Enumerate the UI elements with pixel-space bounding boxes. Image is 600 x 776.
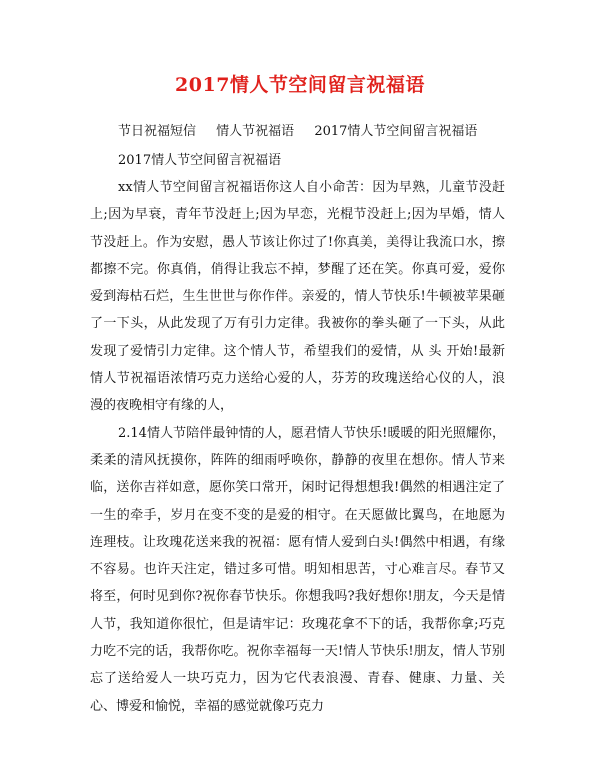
document-title: 2017情人节空间留言祝福语 (175, 74, 425, 96)
document-subtitle: 2017情人节空间留言祝福语 (118, 153, 282, 168)
tag-2017-valentine[interactable]: 2017情人节空间留言祝福语 (314, 124, 478, 139)
tag-festival-sms[interactable]: 节日祝福短信 (118, 124, 197, 139)
document-body (90, 174, 505, 720)
tag-valentine-wishes[interactable]: 情人节祝福语 (216, 124, 295, 139)
paragraph-1: xx情人节空间留言祝福语你这人自小命苦：因为早熟，儿童节没赶上;因为早衰，青年节没赶上;因为早恋，光棍节没赶上;因为早婚，情人节没赶上。作为安慰，愚人节该让你过了!你真美，美得让我流口水，擦都擦不完。你真俏，俏得让我忘不掉，梦醒了还在笑。你真可爱，爱你爱到海枯石烂，生生世世与你作伴。亲爱的，情人节快乐!牛顿被苹果砸了一下头，从此发现了万有引力定律。我被你的拳头砸了一下头，从此发现了爱情引力定律。这个情人节，希望我们的爱情，从 头 开始!最新情人节祝福语浓情巧克力送给心爱的人，芬芳的玫瑰送给心仪的人，浪漫的夜晚相守有缘的人， (90, 180, 505, 414)
tag-line (118, 120, 493, 139)
paragraph-2: 2.14情人节陪伴最钟情的人，愿君情人节快乐!暖暖的阳光照耀你，柔柔的清风抚摸你，阵阵的细雨呼唤你，静静的夜里在想你。情人节来临，送你吉祥如意，愿你笑口常开，闲时记得想想我!偶然的相遇注定了一生的牵手，岁月在变不变的是爱的相守。在天愿做比翼鸟，在地愿为连理枝。让玫瑰花送来我的祝福：愿有情人爱到白头!偶然中相遇，有缘不容易。也许天注定，错过多可惜。明知相思苦，寸心难言尽。春节又将至，何时见到你?祝你春节快乐。你想我吗?我好想你!朋友，今天是情人节，我知道你很忙，但是请牢记：玫瑰花拿不下的话，我帮你拿;巧克力吃不完的话，我帮你吃。祝你幸福每一天!情人节快乐!朋友，情人节别忘了送给爱人一块巧克力，因为它代表浪漫、青春、健康、力量、关心、博爱和愉悦，幸福的感觉就像巧克力 (90, 425, 505, 714)
